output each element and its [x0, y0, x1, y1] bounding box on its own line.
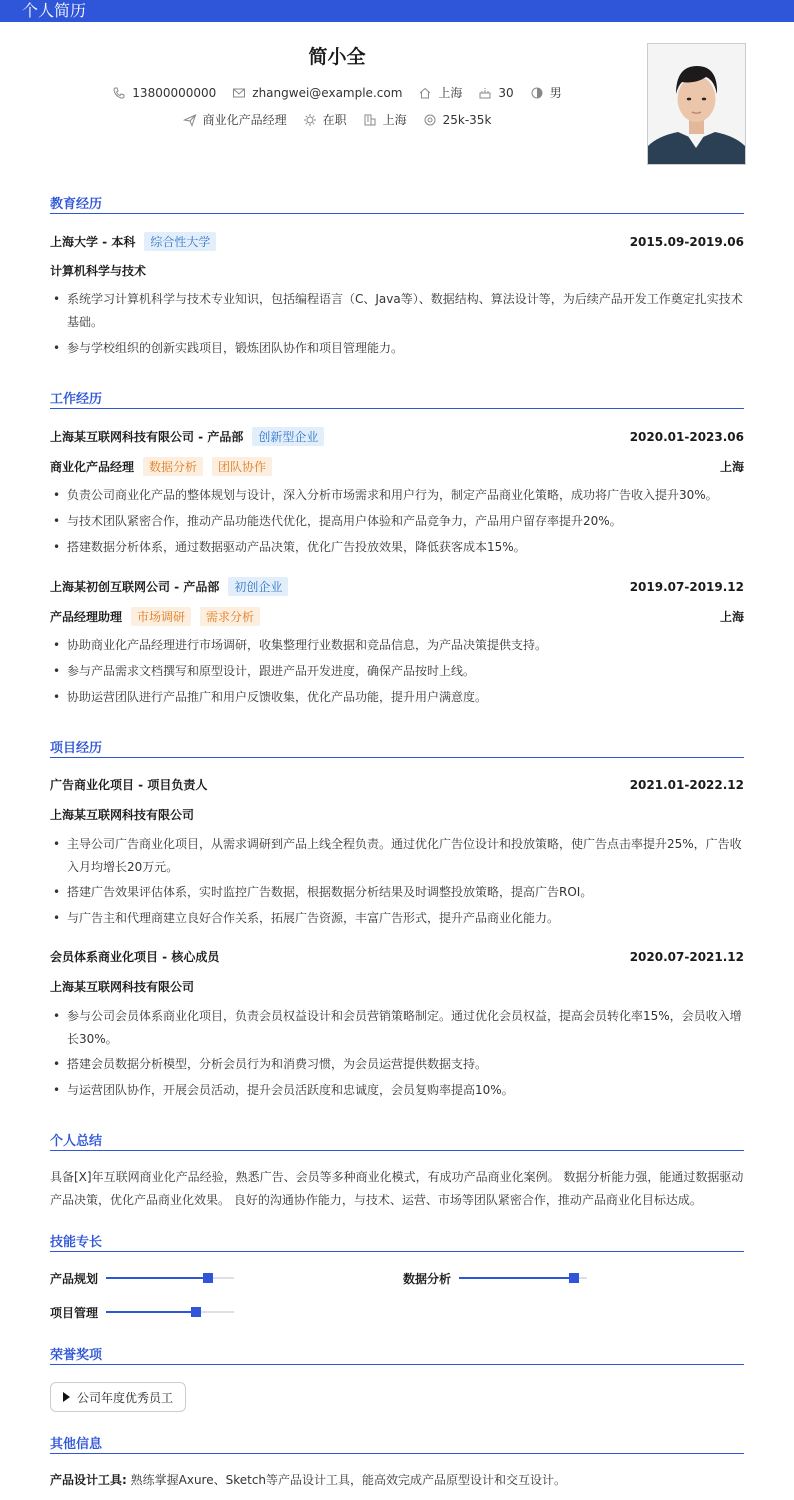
company-name: 上海某初创互联网公司 - 产品部 — [50, 580, 220, 594]
gender-text: 男 — [549, 86, 562, 100]
phone-text: 13800000000 — [132, 85, 217, 100]
home-icon — [418, 86, 432, 100]
company-name: 上海某互联网科技有限公司 - 产品部 — [50, 430, 244, 444]
skill-bar-fill — [459, 1277, 574, 1279]
skill-bar — [459, 1277, 587, 1279]
project-company-row — [50, 978, 744, 995]
role-row — [50, 457, 744, 476]
summary-text: 具备[X]年互联网商业化产品经验，熟悉广告、会员等多种商业化模式，有成功产品商业化案例。 数据分析能力强，能通过数据驱动产品决策，优化产品商业化效果。 良好的沟通协作能力，与技术、运营、市场等团队紧密合作，推动产品商业化目标达成。 — [50, 1170, 744, 1207]
list-item: • 与技术团队紧密合作，推动产品功能迭代优化，提高用户体验和产品竞争力，产品用户留存率提升20%。 — [53, 514, 622, 528]
age-icon — [478, 86, 492, 100]
job-location: 上海 — [719, 460, 744, 474]
other-label: 产品设计工具: — [50, 1473, 127, 1487]
send-icon — [183, 113, 197, 127]
list-item: • 协助运营团队进行产品推广和用户反馈收集，优化产品功能，提升用户满意度。 — [53, 690, 488, 704]
project-company: 上海某互联网科技有限公司 — [50, 980, 195, 994]
project-header — [50, 776, 744, 793]
section-divider — [50, 757, 744, 758]
section-divider — [50, 1251, 744, 1252]
job-date: 2020.01-2023.06 — [629, 429, 744, 444]
profile-photo — [647, 43, 746, 165]
school-tag: 综合性大学 — [144, 232, 216, 251]
project-company: 上海某互联网科技有限公司 — [50, 808, 195, 822]
section-divider — [50, 1364, 744, 1365]
header-bar — [0, 0, 794, 22]
list-item: • 参与公司会员体系商业化项目，负责会员权益设计和会员营销策略制定。通过优化会员权益，提高会员转化率15%，会员收入增长30%。 — [53, 1009, 742, 1046]
education-header — [50, 232, 744, 251]
gender-icon — [530, 86, 544, 100]
city-icon — [363, 113, 377, 127]
page-title: 个人简历 — [22, 1, 87, 20]
award-item[interactable] — [50, 1382, 186, 1412]
job-header — [50, 577, 744, 596]
award-text: 公司年度优秀员工 — [77, 1390, 174, 1405]
project-name: 会员体系商业化项目 - 核心成员 — [50, 950, 220, 964]
salary-text: 25k-35k — [442, 112, 492, 127]
major-row — [50, 262, 744, 279]
project-name: 广告商业化项目 - 项目负责人 — [50, 778, 208, 792]
section-title-projects: 项目经历 — [50, 741, 103, 756]
list-item: • 参与产品需求文档撰写和原型设计，跟进产品开发进度，确保产品按时上线。 — [53, 664, 476, 678]
other-info — [50, 1471, 566, 1488]
skill-label: 数据分析 — [403, 1272, 452, 1286]
job-location: 上海 — [719, 610, 744, 624]
skill-bar-knob — [569, 1273, 579, 1283]
company-tag: 初创企业 — [228, 577, 288, 596]
project-date: 2021.01-2022.12 — [629, 777, 744, 792]
skill-bar-fill — [106, 1277, 208, 1279]
list-item: • 主导公司广告商业化项目，从需求调研到产品上线全程负责。通过优化广告位设计和投放策略，使广告点击率提升25%，广告收入月均增长20万元。 — [53, 837, 742, 874]
section-title-other: 其他信息 — [50, 1437, 103, 1452]
list-item: • 与运营团队协作，开展会员活动，提升会员活跃度和忠诚度，会员复购率提高10%。 — [53, 1083, 514, 1097]
project-company-row — [50, 806, 744, 823]
project-date: 2020.07-2021.12 — [629, 949, 744, 964]
role-row — [50, 607, 744, 626]
hometown-text: 上海 — [438, 86, 463, 100]
education-date: 2015.09-2019.06 — [629, 234, 744, 249]
skill-tag: 数据分析 — [143, 457, 203, 476]
section-divider — [50, 1150, 744, 1151]
skill-bar — [106, 1277, 234, 1279]
expand-arrow-icon — [63, 1392, 70, 1402]
section-divider — [50, 408, 744, 409]
section-title-skills: 技能专长 — [50, 1235, 103, 1250]
section-title-education: 教育经历 — [50, 197, 103, 212]
list-item: • 系统学习计算机科学与技术专业知识，包括编程语言（C、Java等）、数据结构、算法设计等，为后续产品开发工作奠定扎实技术基础。 — [53, 292, 743, 329]
list-item: • 协助商业化产品经理进行市场调研，收集整理行业数据和竞品信息，为产品决策提供支持。 — [53, 638, 548, 652]
company-tag: 创新型企业 — [252, 427, 324, 446]
status-text: 在职 — [322, 113, 347, 127]
job-date: 2019.07-2019.12 — [629, 579, 744, 594]
candidate-name: 简小全 — [308, 46, 366, 68]
project-header — [50, 948, 744, 965]
section-divider — [50, 213, 744, 214]
skill-bar-knob — [191, 1307, 201, 1317]
status-icon — [303, 113, 317, 127]
section-title-summary: 个人总结 — [50, 1134, 103, 1149]
role-name: 产品经理助理 — [50, 610, 123, 624]
job-row — [0, 111, 674, 128]
age-text: 30 — [498, 85, 514, 100]
position-text: 商业化产品经理 — [202, 113, 287, 127]
other-text: 熟练掌握Axure、Sketch等产品设计工具，能高效完成产品原型设计和交互设计。 — [126, 1473, 567, 1487]
skill-label: 产品规划 — [50, 1272, 99, 1286]
section-divider — [50, 1453, 744, 1454]
phone-icon — [112, 86, 126, 100]
role-name: 商业化产品经理 — [50, 460, 135, 474]
list-item: • 与广告主和代理商建立良好合作关系，拓展广告资源，丰富广告形式，提升产品商业化能力。 — [53, 911, 560, 925]
list-item: • 搭建会员数据分析模型，分析会员行为和消费习惯，为会员运营提供数据支持。 — [53, 1057, 488, 1071]
job-header — [50, 427, 744, 446]
section-title-work: 工作经历 — [50, 392, 103, 407]
salary-icon — [423, 113, 437, 127]
skill-tag: 需求分析 — [200, 607, 260, 626]
city-text: 上海 — [382, 113, 407, 127]
skill-bar-knob — [203, 1273, 213, 1283]
major-name: 计算机科学与技术 — [50, 264, 147, 278]
mail-icon — [232, 86, 246, 100]
school-name: 上海大学 - 本科 — [50, 235, 136, 249]
skill-bar-fill — [106, 1311, 196, 1313]
skill-bar — [106, 1311, 234, 1313]
list-item: • 负责公司商业化产品的整体规划与设计，深入分析市场需求和用户行为，制定产品商业化策略，成功将广告收入提升30%。 — [53, 488, 718, 502]
list-item: • 搭建数据分析体系，通过数据驱动产品决策，优化广告投放效果，降低获客成本15%。 — [53, 540, 526, 554]
list-item: • 搭建广告效果评估体系，实时监控广告数据，根据数据分析结果及时调整投放策略，提高广告ROI。 — [53, 885, 593, 899]
list-item: • 参与学校组织的创新实践项目，锻炼团队协作和项目管理能力。 — [53, 341, 404, 355]
contact-row — [0, 84, 674, 101]
skill-label: 项目管理 — [50, 1306, 99, 1320]
email-text: zhangwei@example.com — [252, 85, 403, 100]
skill-tag: 团队协作 — [212, 457, 272, 476]
skill-tag: 市场调研 — [131, 607, 191, 626]
section-title-awards: 荣誉奖项 — [50, 1348, 103, 1363]
